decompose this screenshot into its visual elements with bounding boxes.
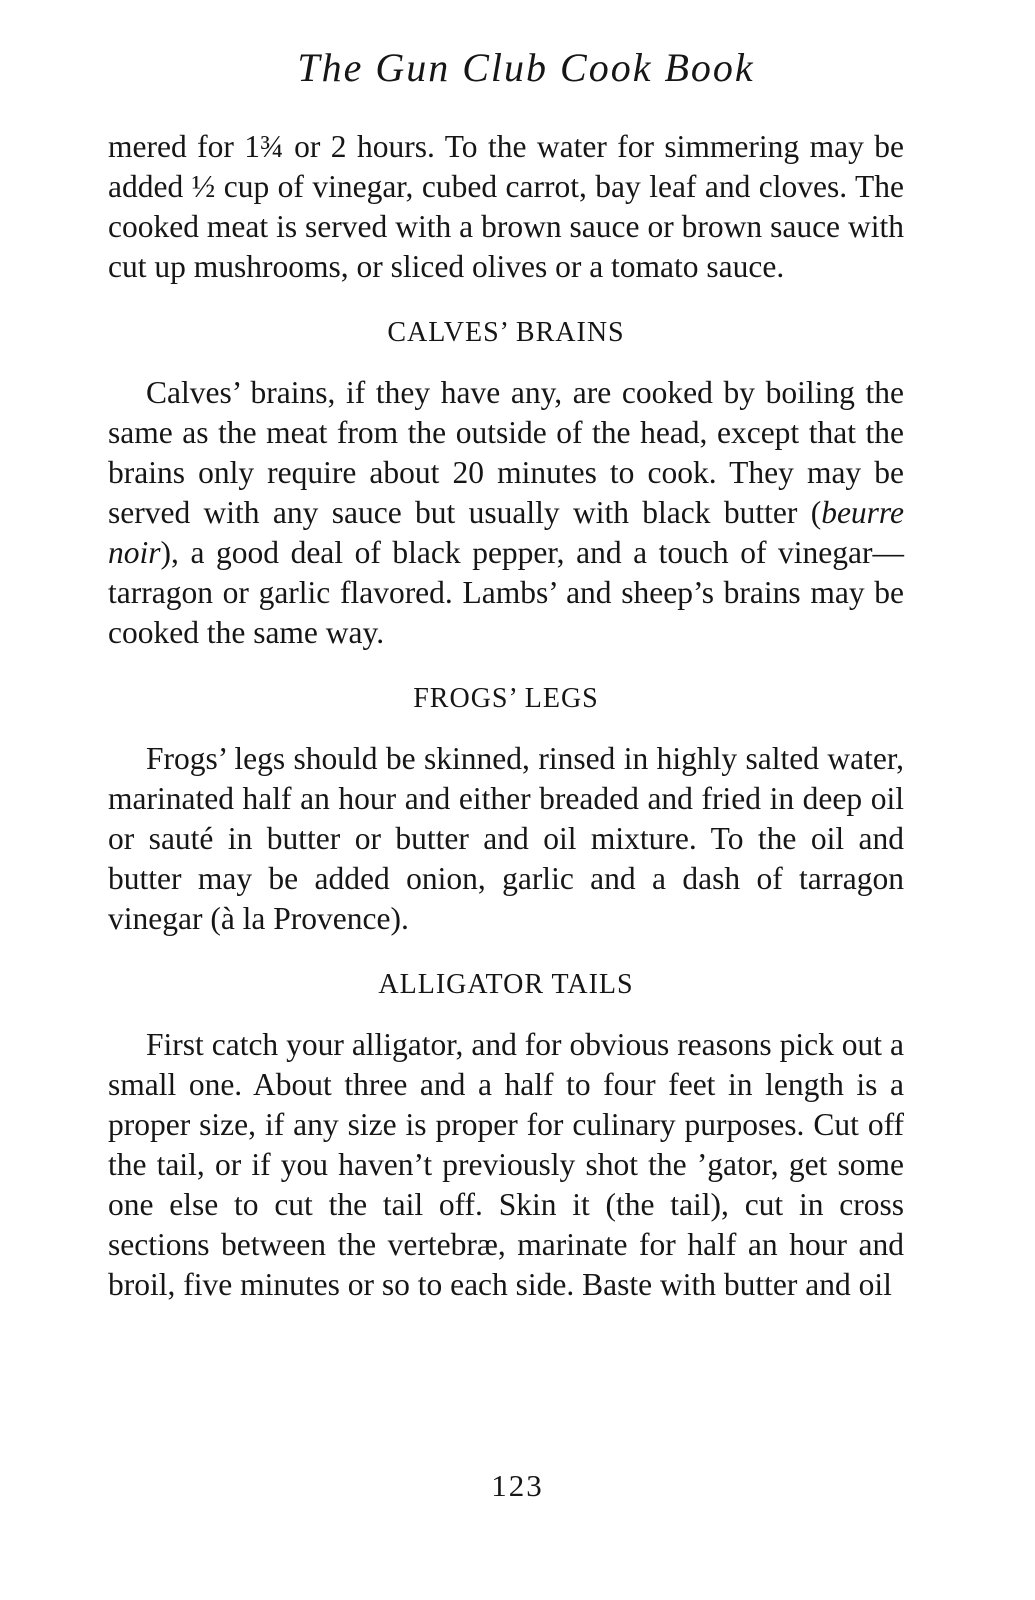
section-heading-calves-brains: CALVES’ BRAINS: [387, 317, 625, 348]
running-head: The Gun Club Cook Book: [297, 45, 755, 90]
calves-brains-paragraph: [108, 373, 904, 653]
page-number: 123: [491, 1468, 544, 1503]
calves-brains-text-end: ), a good deal of black pepper, and a touch of vinegar—tarragon or garlic flavored. Lambs’ and sheep’s brains may be cooked the same way.: [108, 535, 904, 650]
alligator-tails-paragraph: First catch your alligator, and for obvious reasons pick out a small one. About three and a half to four feet in length is a proper size, if any size is proper for culinary purposes. Cut off the tail, or if you haven’t previously shot the ’gator, get some one else to cut the tail off. Skin it (the tail), cut in cross sections between the vertebræ, marinate for half an hour and broil, five minutes or so to each side. Baste with butter and oil: [108, 1027, 904, 1302]
beurre-noir-italic: beurre noir: [108, 495, 904, 570]
section-heading-alligator-tails: ALLIGATOR TAILS: [378, 969, 634, 1000]
continued-paragraph: mered for 1¾ or 2 hours. To the water for simmering may be added ½ cup of vinegar, cubed carrot, bay leaf and cloves. The cooked meat is served with a brown sauce or brown sauce with cut up mushrooms, or sliced olives or a tomato sauce.: [108, 129, 904, 284]
calves-brains-text-start: Calves’ brains, if they have any, are cooked by boiling the same as the meat from the outside of the head, except that the brains only require about 20 minutes to cook. They may be served with any sauce but usually with black butter (: [108, 375, 904, 530]
section-heading-frogs-legs: FROGS’ LEGS: [413, 683, 599, 714]
book-page: [108, 40, 904, 1305]
frogs-legs-paragraph: Frogs’ legs should be skinned, rinsed in highly salted water, marinated half an hour and either breaded and fried in deep oil or sauté in butter or butter and oil mixture. To the oil and butter may be added onion, garlic and a dash of tarragon vinegar (à la Provence).: [108, 741, 904, 936]
